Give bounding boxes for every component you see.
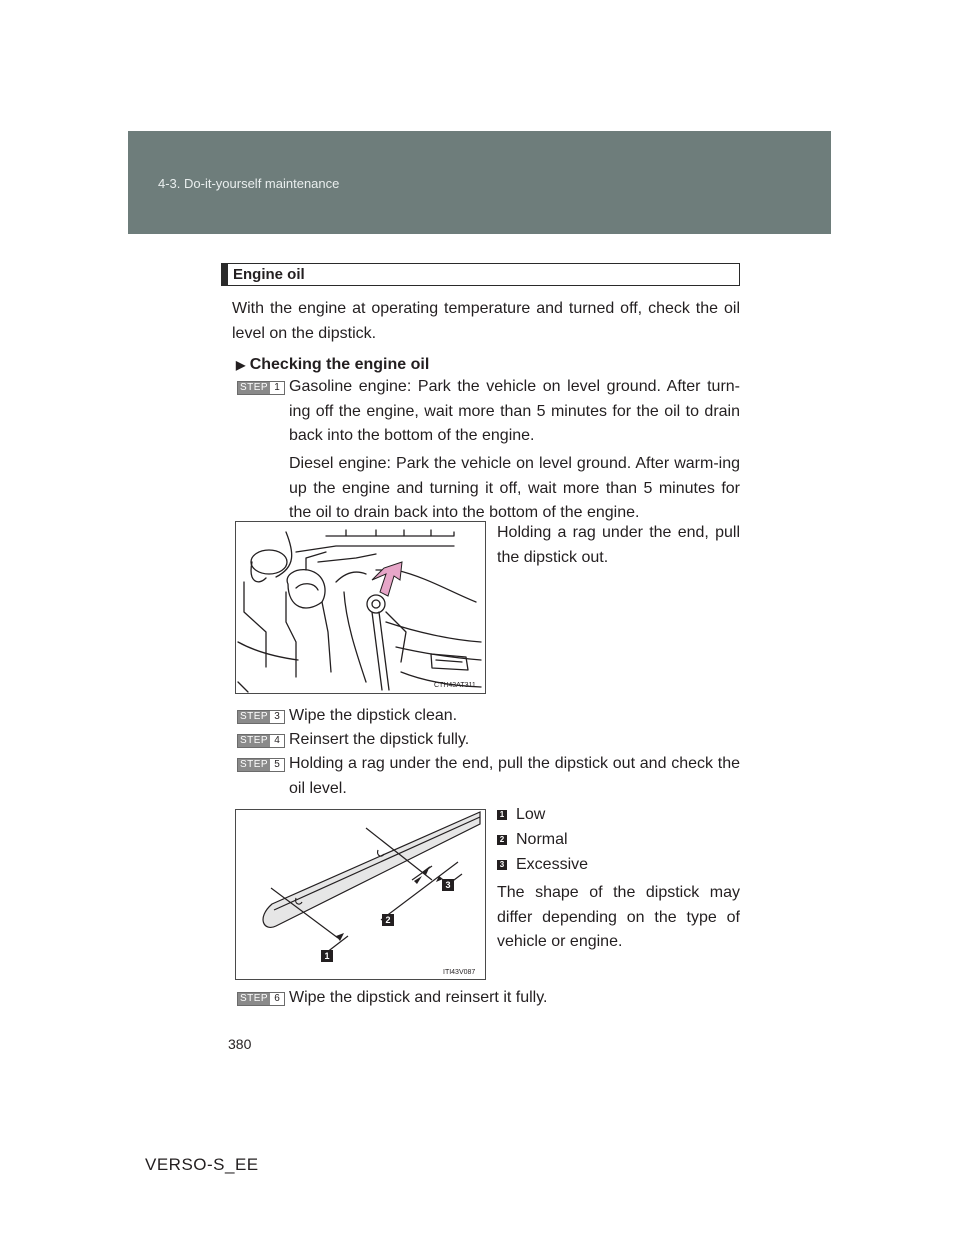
step-badge-5 xyxy=(237,758,285,772)
page-header xyxy=(128,131,831,234)
section-title: Engine oil xyxy=(233,266,305,283)
step-badge-label: STEP xyxy=(239,382,269,393)
header-section-title: 4-3. Do-it-yourself maintenance xyxy=(158,176,340,191)
triangle-bullet-icon: ▶ xyxy=(236,358,246,372)
dipstick-illustration xyxy=(236,810,485,979)
legend-badge-2: 2 xyxy=(497,835,507,845)
step-1-text-gasoline: Gasoline engine: Park the vehicle on level ground. After turn-ing off the engine, wait more than 5 minutes for the oil to drain back into the bottom of the engine. xyxy=(289,378,740,444)
page-number: 380 xyxy=(228,1036,252,1052)
dipstick-marker-1: 1 xyxy=(321,950,333,962)
step-badge-number: 1 xyxy=(274,382,280,393)
step-1-text-diesel: Diesel engine: Park the vehicle on level ground. After warm-ing up the engine and turning it off, wait more than 5 minutes for the oil to drain back into the bottom of the engine. xyxy=(289,455,740,521)
step-badge-number: 3 xyxy=(274,711,280,722)
step-badge-number: 4 xyxy=(274,735,280,746)
step-5-text: Holding a rag under the end, pull the dipstick out and check the oil level. xyxy=(289,755,740,797)
step-badge-1 xyxy=(237,381,285,395)
intro-paragraph: With the engine at operating temperature and turned off, check the oil level on the dipstick. xyxy=(232,300,740,342)
legend-label-low: Low xyxy=(516,806,546,823)
step-badge-label: STEP xyxy=(239,711,269,722)
step-badge-6 xyxy=(237,992,285,1006)
figure-code: ITI43V087 xyxy=(443,969,476,976)
figure-code: CTH43AT311 xyxy=(434,682,476,689)
engine-bay-figure xyxy=(235,521,486,694)
step-4-text: Reinsert the dipstick fully. xyxy=(289,731,470,748)
step-badge-label: STEP xyxy=(239,759,269,770)
legend-note: The shape of the dipstick may differ depending on the type of vehicle or engine. xyxy=(497,884,740,950)
legend-badge-1: 1 xyxy=(497,810,507,820)
legend-label-normal: Normal xyxy=(516,831,568,848)
step-6-text: Wipe the dipstick and reinsert it fully. xyxy=(289,989,548,1006)
dipstick-figure xyxy=(235,809,486,980)
step-badge-label: STEP xyxy=(239,735,269,746)
footer-model-code: VERSO-S_EE xyxy=(145,1155,259,1174)
step-badge-label: STEP xyxy=(239,993,269,1004)
step-badge-4 xyxy=(237,734,285,748)
step-badge-number: 5 xyxy=(274,759,280,770)
step-badge-3 xyxy=(237,710,285,724)
section-heading-box xyxy=(221,263,740,286)
section-heading-bar xyxy=(222,264,228,285)
legend-label-excessive: Excessive xyxy=(516,856,589,873)
engine-bay-illustration xyxy=(236,522,485,693)
legend-badge-3: 3 xyxy=(497,860,507,870)
subheading xyxy=(236,356,429,374)
dipstick-marker-2: 2 xyxy=(382,914,394,926)
dipstick-marker-3: 3 xyxy=(442,879,454,891)
step-3-text: Wipe the dipstick clean. xyxy=(289,707,458,724)
step-badge-number: 6 xyxy=(274,993,280,1004)
step-2-text: Holding a rag under the end, pull the dipstick out. xyxy=(497,524,740,566)
subheading-text: Checking the engine oil xyxy=(249,356,430,373)
